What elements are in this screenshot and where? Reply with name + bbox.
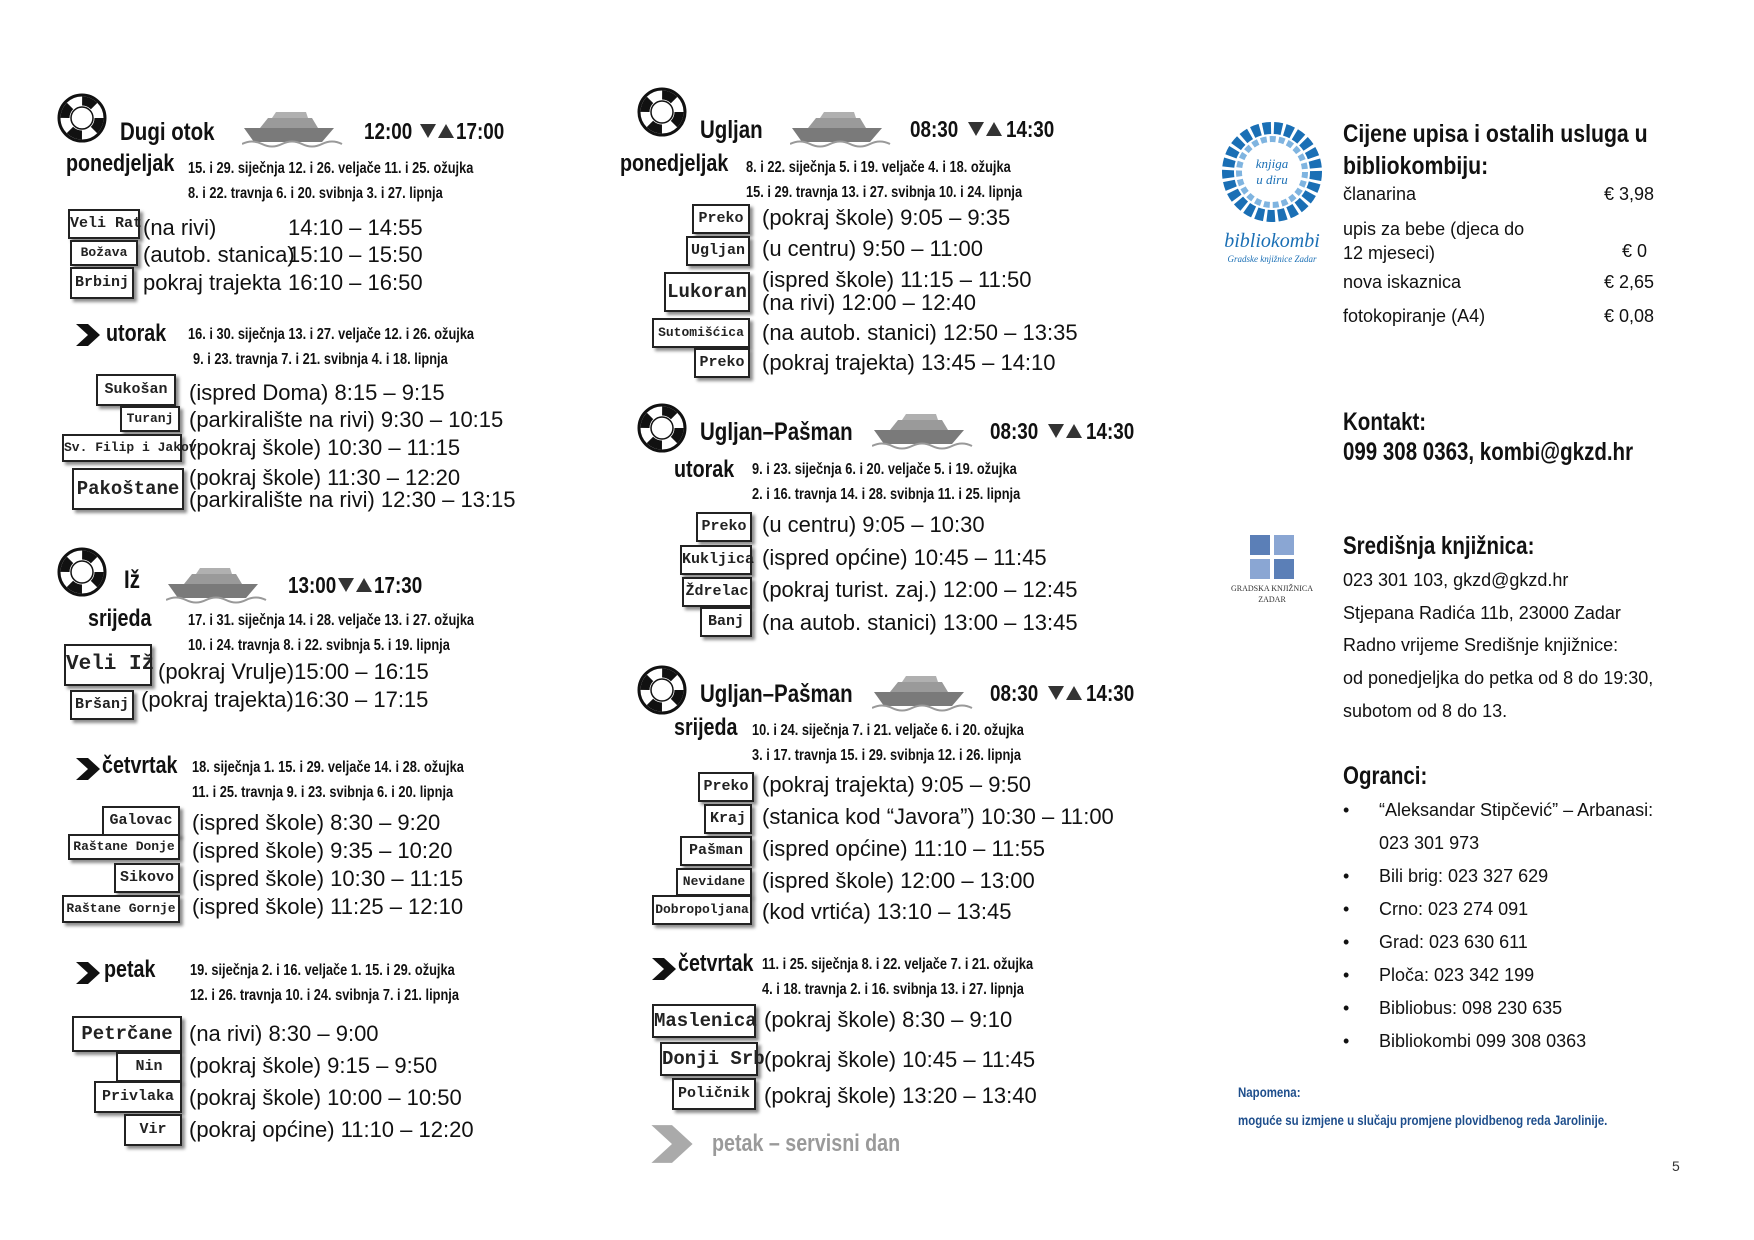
lifebuoy-icon — [56, 92, 108, 144]
branch-list — [1343, 794, 1683, 1058]
place-sign: Kukljica — [680, 545, 752, 575]
branches-title: Ogranci: — [1343, 762, 1428, 790]
dates-line: 11. i 25. siječnja 8. i 22. veljače 7. i 21. ožujka — [762, 956, 1034, 973]
price-value: € 2,65 — [1604, 272, 1655, 292]
stop-text: (u centru) 9:50 – 11:00 — [762, 236, 983, 261]
depart-time: 08:30 — [990, 418, 1039, 444]
stop-place: (autob. stanica) — [143, 242, 295, 267]
logo-text: knjiga — [1255, 156, 1289, 171]
dates-line: 9. i 23. travnja 7. i 21. svibnja 4. i 18. lipnja — [193, 351, 448, 368]
logo-text: u diru — [1256, 172, 1288, 187]
place-sign: Turanj — [120, 406, 180, 432]
branch-item: • Crno: 023 274 091 — [1343, 893, 1683, 926]
price-title: Cijene upisa i ostalih usluga u bibliokombiju: — [1343, 120, 1648, 180]
place-sign: Sukošan — [96, 374, 176, 406]
place-sign: Nin — [116, 1052, 182, 1082]
route-title: Dugi otok — [120, 118, 215, 146]
return-time: 17:30 — [374, 572, 423, 598]
stop-text: (pokraj Vrulje)15:00 – 16:15 — [158, 659, 429, 684]
stop-text: (pokraj škole) 11:30 – 12:20 — [189, 465, 461, 490]
day-label: četvrtak — [102, 752, 178, 779]
place-sign: Ugljan — [686, 236, 750, 266]
place-sign: Božava — [70, 240, 138, 266]
stop-text: (pokraj škole) 9:15 – 9:50 — [189, 1053, 438, 1078]
stop-text: (pokraj škole) 9:05 – 9:35 — [762, 205, 1011, 230]
price-label: upis za bebe (djeca do 12 mjeseci) — [1343, 219, 1525, 263]
updown-arrows-icon — [420, 124, 454, 140]
stop-text: (pokraj škole) 10:45 – 11:45 — [764, 1047, 1036, 1072]
branch-item: • Bili brig: 023 327 629 — [1343, 860, 1683, 893]
depart-time: 08:30 — [910, 116, 959, 142]
stop-text: (pokraj škole) 10:30 – 11:15 — [189, 435, 461, 460]
day-label: ponedjeljak — [620, 150, 729, 177]
stop-text: (pokraj trajekta) 13:45 – 14:10 — [762, 350, 1056, 375]
branch-item: • “Aleksandar Stipčević” – Arbanasi: 023 301 973 — [1343, 794, 1683, 860]
lifebuoy-icon — [56, 546, 108, 598]
return-time: 14:30 — [1006, 116, 1055, 142]
day-label: ponedjeljak — [66, 150, 175, 177]
place-sign: Raštane Donje — [68, 834, 180, 860]
day-label: utorak — [674, 456, 735, 483]
stop-text: (pokraj škole) 8:30 – 9:10 — [764, 1007, 1013, 1032]
return-time: 14:30 — [1086, 680, 1135, 706]
route-title: Ugljan–Pašman — [700, 418, 853, 446]
place-sign: Sikovo — [114, 863, 180, 893]
place-sign: Donji Srb — [660, 1042, 758, 1076]
stop-text: (pokraj trajekta)16:30 – 17:15 — [141, 687, 429, 712]
stop-text: (na rivi) 8:30 – 9:00 — [189, 1021, 379, 1046]
dates-line: 9. i 23. siječnja 6. i 20. veljače 5. i 19. ožujka — [752, 461, 1017, 478]
place-sign: Galovac — [102, 806, 180, 836]
branch-item: • Bibliobus: 098 230 635 — [1343, 992, 1683, 1025]
ferry-icon — [872, 410, 976, 450]
lifebuoy-icon — [636, 86, 688, 138]
dates-line: 17. i 31. siječnja 14. i 28. veljače 13. i 27. ožujka — [188, 612, 475, 629]
ferry-icon — [242, 108, 344, 148]
stop-time: 16:10 – 16:50 — [288, 270, 423, 295]
dates-line: 3. i 17. travnja 15. i 29. svibnja 12. i 26. lipnja — [752, 747, 1021, 764]
dates-line: 10. i 24. travnja 8. i 22. svibnja 5. i 19. lipnja — [188, 637, 450, 654]
double-chevron-icon — [650, 956, 678, 982]
double-chevron-icon — [648, 1120, 696, 1168]
route-title: Iž — [124, 566, 140, 594]
place-sign: Nevidane — [676, 868, 752, 896]
depart-time: 13:00 — [288, 572, 337, 598]
double-chevron-icon — [74, 960, 102, 986]
brand-sub: Gradske knjižnice Zadar — [1227, 254, 1317, 264]
place-sign: Bršanj — [70, 690, 134, 720]
place-sign: Brbinj — [70, 267, 134, 299]
stop-text: (ispred škole) 11:15 – 11:50 — [762, 267, 1032, 292]
brand-name: bibliokombi — [1224, 230, 1320, 252]
stop-text: (ispred škole) 8:30 – 9:20 — [192, 810, 441, 835]
note-title: Napomena: — [1238, 1084, 1301, 1100]
place-sign: Pakoštane — [72, 468, 184, 510]
stop-text: (parkiralište na rivi) 9:30 – 10:15 — [189, 407, 504, 432]
day-label: srijeda — [88, 605, 152, 632]
stop-text: (ispred škole) 10:30 – 11:15 — [192, 866, 464, 891]
dates-line: 19. siječnja 2. i 16. veljače 1. 15. i 29. ožujka — [190, 962, 455, 979]
place-sign: Veli Rat — [68, 209, 140, 239]
stop-text: (parkiralište na rivi) 12:30 – 13:15 — [189, 487, 516, 512]
central-line: Stjepana Radića 11b, 23000 Zadar — [1343, 603, 1621, 623]
place-sign: Petrčane — [72, 1016, 182, 1052]
branch-item: • Grad: 023 630 611 — [1343, 926, 1683, 959]
updown-arrows-icon — [338, 578, 372, 594]
stop-text: (ispred škole) 9:35 – 10:20 — [192, 838, 453, 863]
stop-text: (pokraj škole) 10:00 – 10:50 — [189, 1085, 462, 1110]
dates-line: 4. i 18. travnja 2. i 16. svibnja 13. i 27. lipnja — [762, 981, 1024, 998]
stop-text: (ispred škole) 11:25 – 12:10 — [192, 894, 464, 919]
branch-item: • Ploča: 023 342 199 — [1343, 959, 1683, 992]
route-title: Ugljan–Pašman — [700, 680, 853, 708]
place-sign: Preko — [698, 772, 754, 802]
library-logo-text: GRADSKA KNJIŽNICA — [1230, 584, 1313, 593]
dates-line: 11. i 25. travnja 9. i 23. svibnja 6. i 20. lipnja — [192, 784, 454, 801]
ferry-icon — [790, 108, 894, 148]
dates-line: 10. i 24. siječnja 7. i 21. veljače 6. i 20. ožujka — [752, 722, 1024, 739]
place-sign: Sv. Filip i Jakov — [62, 434, 182, 462]
stop-place: (na rivi) — [143, 215, 217, 240]
return-time: 17:00 — [456, 118, 505, 144]
place-sign: Raštane Gornje — [62, 895, 180, 923]
central-line: 023 301 103, gkzd@gkzd.hr — [1343, 570, 1569, 590]
stop-text: (pokraj općine) 11:10 – 12:20 — [189, 1117, 474, 1142]
day-label: srijeda — [674, 714, 738, 741]
price-value: € 0 — [1622, 241, 1648, 261]
place-sign: Preko — [696, 512, 752, 542]
place-sign: Sutomišćica — [652, 318, 750, 348]
updown-arrows-icon — [968, 122, 1002, 138]
central-line: od ponedjeljka do petka od 8 do 19:30, — [1343, 668, 1654, 688]
central-line: subotom od 8 do 13. — [1343, 701, 1508, 721]
price-value: € 3,98 — [1604, 184, 1655, 204]
stop-text: (ispred škole) 12:00 – 13:00 — [762, 868, 1035, 893]
stop-text: (ispred općine) 11:10 – 11:55 — [762, 836, 1045, 861]
double-chevron-icon — [74, 322, 102, 348]
lifebuoy-icon — [636, 664, 688, 716]
place-sign: Preko — [694, 348, 750, 378]
service-day-label: petak – servisni dan — [712, 1130, 901, 1157]
dates-line: 16. i 30. siječnja 13. i 27. veljače 12. i 26. ožujka — [188, 326, 475, 343]
price-label: nova iskaznica — [1343, 272, 1462, 292]
central-line: Radno vrijeme Središnje knjižnice: — [1343, 635, 1619, 655]
stop-text: (ispred općine) 10:45 – 11:45 — [762, 545, 1047, 570]
return-time: 14:30 — [1086, 418, 1135, 444]
stop-text: (pokraj škole) 13:20 – 13:40 — [764, 1083, 1037, 1108]
place-sign: Pašman — [680, 836, 752, 866]
central-title: Središnja knjižnica: — [1343, 532, 1535, 560]
stop-text: (na autob. stanici) 13:00 – 13:45 — [762, 610, 1078, 635]
place-sign: Dobropoljana — [652, 895, 752, 925]
contact-title: Kontakt: — [1343, 408, 1427, 436]
route-title: Ugljan — [700, 116, 763, 144]
day-label: utorak — [106, 320, 167, 347]
stop-text: (pokraj trajekta) 9:05 – 9:50 — [762, 772, 1032, 797]
stop-text: (na autob. stanici) 12:50 – 13:35 — [762, 320, 1078, 345]
stop-time: 14:10 – 14:55 — [288, 215, 423, 240]
note-text: moguće su izmjene u slučaju promjene plovidbenog reda Jarolinije. — [1238, 1112, 1608, 1128]
updown-arrows-icon — [1048, 424, 1082, 440]
price-label: članarina — [1343, 184, 1417, 204]
place-sign: Preko — [692, 204, 750, 234]
place-sign: Banj — [700, 607, 752, 637]
depart-time: 08:30 — [990, 680, 1039, 706]
day-label: petak — [104, 956, 156, 983]
price-value: € 0,08 — [1604, 306, 1655, 326]
dates-line: 15. i 29. siječnja 12. i 26. veljače 11. i 25. ožujka — [188, 160, 474, 177]
dates-line: 12. i 26. travnja 10. i 24. svibnja 7. i 21. lipnja — [190, 987, 459, 1004]
stop-text: (na rivi) 12:00 – 12:40 — [762, 290, 977, 315]
stop-text: (ispred Doma) 8:15 – 9:15 — [189, 380, 445, 405]
contact-line: 099 308 0363, kombi@gkzd.hr — [1343, 438, 1634, 466]
place-sign: Maslenica — [652, 1004, 756, 1038]
place-sign: Veli Iž — [64, 644, 152, 686]
page-number: 5 — [1672, 1158, 1680, 1174]
stop-text: (u centru) 9:05 – 10:30 — [762, 512, 985, 537]
stop-time: 15:10 – 15:50 — [288, 242, 423, 267]
ferry-icon — [872, 672, 976, 712]
place-sign: Kraj — [704, 804, 752, 834]
library-logo-icon — [1250, 535, 1294, 579]
price-label: fotokopiranje (A4) — [1343, 306, 1486, 326]
double-chevron-icon — [74, 756, 102, 782]
lifebuoy-icon — [636, 402, 688, 454]
branch-item: • Bibliokombi 099 308 0363 — [1343, 1025, 1683, 1058]
dates-line: 2. i 16. travnja 14. i 28. svibnja 11. i 25. lipnja — [752, 486, 1021, 503]
library-logo-text: ZADAR — [1258, 595, 1286, 604]
place-sign: Ždrelac — [682, 577, 752, 607]
dates-line: 18. siječnja 1. 15. i 29. veljače 14. i 28. ožujka — [192, 759, 464, 776]
stop-place: pokraj trajekta — [143, 270, 282, 295]
place-sign: Poličnik — [672, 1078, 756, 1110]
dates-line: 8. i 22. siječnja 5. i 19. veljače 4. i 18. ožujka — [746, 159, 1011, 176]
place-sign: Vir — [124, 1114, 182, 1146]
dates-line: 8. i 22. travnja 6. i 20. svibnja 3. i 27. lipnja — [188, 185, 443, 202]
depart-time: 12:00 — [364, 118, 413, 144]
place-sign: Privlaka — [94, 1081, 182, 1113]
ferry-icon — [166, 564, 270, 604]
day-label: četvrtak — [678, 950, 754, 977]
place-sign: Lukoran — [664, 272, 750, 312]
dates-line: 15. i 29. travnja 13. i 27. svibnja 10. i 24. lipnja — [746, 184, 1023, 201]
stop-text: (stanica kod “Javora”) 10:30 – 11:00 — [762, 804, 1114, 829]
stop-text: (kod vrtića) 13:10 – 13:45 — [762, 899, 1012, 924]
updown-arrows-icon — [1048, 686, 1082, 702]
stop-text: (pokraj turist. zaj.) 12:00 – 12:45 — [762, 577, 1078, 602]
